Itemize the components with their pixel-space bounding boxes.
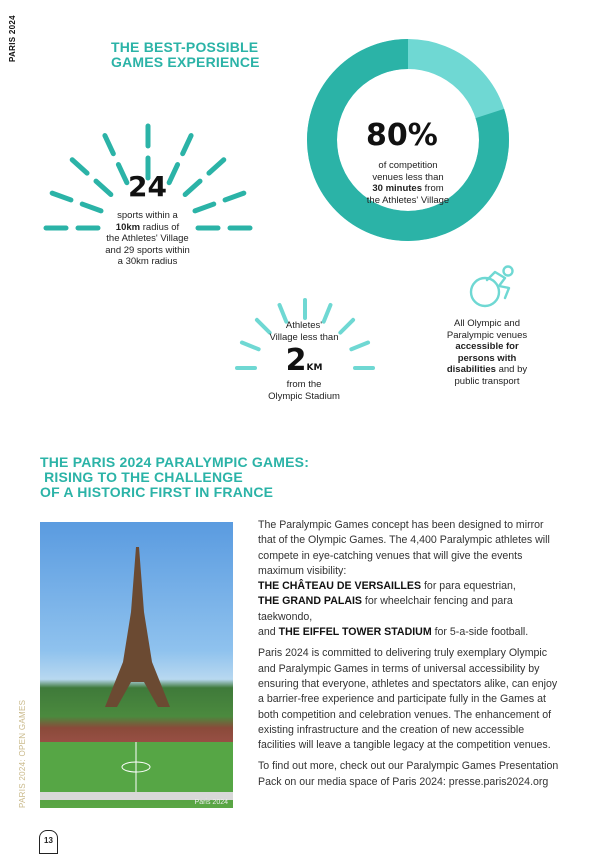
sunburst-ray xyxy=(225,193,244,200)
stat-venues-text xyxy=(352,160,464,206)
stat-distance-unit: KM xyxy=(306,363,323,373)
eiffel-tower-graphic xyxy=(40,522,233,808)
title-line: GAMES EXPERIENCE xyxy=(111,54,260,70)
page-number: 13 xyxy=(44,836,53,845)
text: 10km xyxy=(115,221,141,233)
paragraph-more-info: To find out more, check out our Paralympic Games Presentation Pack on our media space of Paris 2024: presse.paris2024.org xyxy=(258,760,559,788)
wheelchair-icon xyxy=(465,264,517,310)
sunburst-ray xyxy=(185,181,200,194)
text: public transport xyxy=(454,375,520,387)
text: from the xyxy=(286,379,322,390)
stat-sports-text xyxy=(90,210,205,268)
text: and by xyxy=(495,364,528,375)
title-line: THE BEST-POSSIBLE xyxy=(111,39,259,55)
paragraph-accessibility: Paris 2024 is committed to delivering truly exemplary Olympic and Paralympic Games in terms of universal accessibility by ensuring that everyone, athletes and spectators alike, can enjoy a barrier-free experience and participate fully in the Games at both competition and celebration venues. The enhancement of existing infrastructure and the creation of new accessible facilities will leave a tangible legacy at the competition venues. xyxy=(258,647,558,752)
section1-title xyxy=(111,40,260,70)
text: radius of xyxy=(140,221,180,233)
text: Paralympic venues xyxy=(446,329,528,341)
venue-name: THE CHÂTEAU DE VERSAILLES xyxy=(258,580,422,593)
venue-name: THE GRAND PALAIS xyxy=(258,595,362,608)
eiffel-tower-stadium-image xyxy=(40,522,233,808)
stat-distance-text xyxy=(250,320,358,402)
text: accessible for xyxy=(455,341,519,352)
text: 30 minutes xyxy=(372,183,422,194)
text: the Athletes' Village xyxy=(106,233,189,244)
text: for 5-a-side football. xyxy=(431,626,529,639)
text: Olympic Stadium xyxy=(268,390,340,402)
title-line: RISING TO THE CHALLENGE xyxy=(40,469,243,485)
stat-sports-number: 24 xyxy=(128,170,167,203)
sunburst-ray xyxy=(183,136,191,154)
paragraph-intro: The Paralympic Games concept has been designed to mirror that of the Olympic Games. The 4,400 Paralympic athletes will compete in eye-catching venues that will give the events maximum visibility: xyxy=(258,519,550,577)
text: sports within a xyxy=(117,210,178,221)
text: and xyxy=(258,626,279,639)
text: All Olympic and xyxy=(454,318,520,329)
text: Village less than xyxy=(269,331,339,343)
text: of competition xyxy=(378,160,438,171)
page-number-tab xyxy=(39,830,58,854)
text: from xyxy=(422,183,444,194)
sunburst-ray xyxy=(52,193,71,200)
text: disabilities xyxy=(446,364,496,375)
text: a 30km radius xyxy=(117,256,178,267)
sunburst-ray xyxy=(72,160,87,173)
venue-name: THE EIFFEL TOWER STADIUM xyxy=(278,626,432,639)
footer-vertical-label: PARIS 2024: OPEN GAMES xyxy=(18,699,27,808)
image-caption: Paris 2024 xyxy=(194,799,228,806)
text: for wheelchair fencing and para taekwondo, xyxy=(258,595,513,623)
section2-title xyxy=(40,455,309,500)
text: for para equestrian, xyxy=(421,580,516,593)
section2-body xyxy=(258,518,560,790)
stat-distance-number: 2 xyxy=(285,343,307,378)
text: Athletes' xyxy=(285,320,323,331)
stat-access-text xyxy=(432,318,542,387)
text: persons with xyxy=(457,352,517,364)
text: the Athletes' Village xyxy=(366,194,450,206)
text: venues less than xyxy=(372,171,444,183)
sunburst-ray xyxy=(209,160,224,173)
title-line: OF A HISTORIC FIRST IN FRANCE xyxy=(40,484,274,500)
sunburst-ray xyxy=(105,136,113,154)
header-vertical-label: PARIS 2024 xyxy=(8,15,17,62)
sunburst-ray xyxy=(96,181,111,194)
sunburst-ray xyxy=(118,165,126,183)
sunburst-ray xyxy=(169,165,177,183)
text: and 29 sports within xyxy=(105,244,190,256)
stat-venues-number: 80% xyxy=(366,118,438,153)
title-line: THE PARIS 2024 PARALYMPIC GAMES: xyxy=(40,454,310,470)
